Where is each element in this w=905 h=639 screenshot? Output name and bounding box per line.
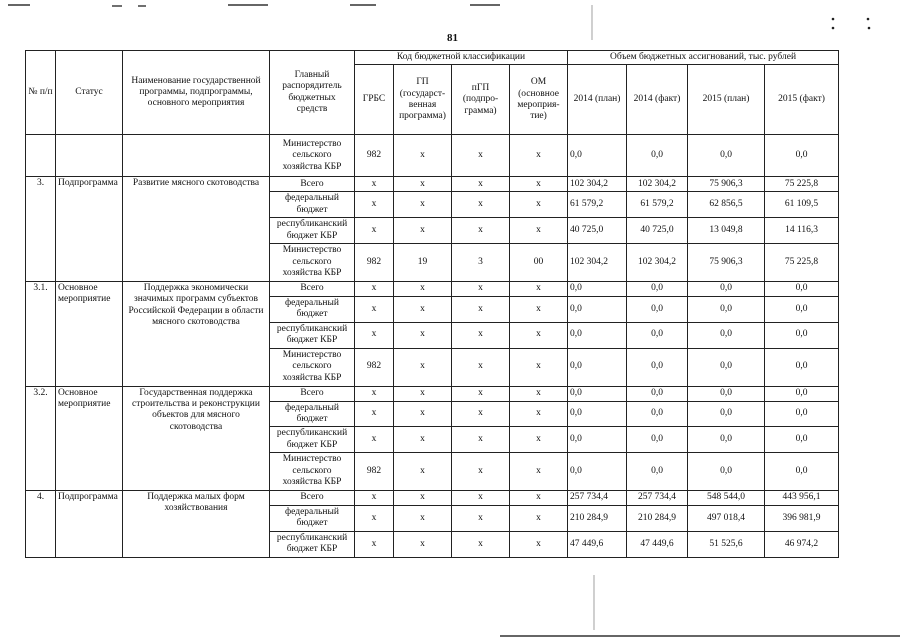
code-grbs: х — [355, 506, 394, 532]
row-distributor: федеральный бюджет — [270, 296, 355, 322]
code-gp: х — [394, 491, 452, 506]
value-2014-fact: 0,0 — [627, 427, 688, 453]
header-grbs: ГРБС — [355, 65, 394, 135]
value-2015-fact: 0,0 — [765, 296, 839, 322]
row-name: Государственная поддержка строительства и реконструкции объектов для мясного скотоводства — [123, 386, 270, 491]
value-2014-fact: 40 725,0 — [627, 218, 688, 244]
code-om: х — [510, 506, 568, 532]
budget-table — [25, 50, 839, 558]
code-pgp: х — [452, 453, 510, 491]
code-grbs: х — [355, 192, 394, 218]
code-grbs: х — [355, 296, 394, 322]
row-name: Поддержка экономически значимых программ субъектов Российской Федерации в области мясного скотоводства — [123, 281, 270, 386]
code-grbs: 982 — [355, 348, 394, 386]
header-2014-plan: 2014 (план) — [568, 65, 627, 135]
code-gp: 19 — [394, 243, 452, 281]
value-2015-fact: 396 981,9 — [765, 506, 839, 532]
header-2015-fact: 2015 (факт) — [765, 65, 839, 135]
row-name: Развитие мясного скотоводства — [123, 177, 270, 282]
value-2015-fact: 0,0 — [765, 401, 839, 427]
value-2014-fact: 0,0 — [627, 296, 688, 322]
code-grbs: х — [355, 531, 394, 557]
header-distributor: Главный распорядитель бюджетных средств — [270, 51, 355, 135]
table-row — [26, 177, 839, 192]
code-gp: х — [394, 531, 452, 557]
row-status: Подпрограмма — [56, 177, 123, 282]
code-gp: х — [394, 386, 452, 401]
code-pgp: х — [452, 322, 510, 348]
code-grbs: х — [355, 386, 394, 401]
value-2015-plan: 62 856,5 — [688, 192, 765, 218]
value-2014-plan: 61 579,2 — [568, 192, 627, 218]
value-2014-plan: 0,0 — [568, 135, 627, 177]
row-status — [56, 135, 123, 177]
value-2014-fact: 102 304,2 — [627, 177, 688, 192]
table-row — [26, 386, 839, 401]
value-2014-fact: 47 449,6 — [627, 531, 688, 557]
code-grbs: 982 — [355, 135, 394, 177]
row-number: 3.1. — [26, 281, 56, 386]
header-kbk-group: Код бюджетной классификации — [355, 51, 568, 65]
value-2014-fact: 61 579,2 — [627, 192, 688, 218]
value-2014-fact: 257 734,4 — [627, 491, 688, 506]
code-pgp: 3 — [452, 243, 510, 281]
value-2014-plan: 0,0 — [568, 322, 627, 348]
value-2014-plan: 102 304,2 — [568, 177, 627, 192]
value-2014-fact: 0,0 — [627, 322, 688, 348]
value-2015-fact: 61 109,5 — [765, 192, 839, 218]
value-2014-fact: 210 284,9 — [627, 506, 688, 532]
value-2015-plan: 0,0 — [688, 296, 765, 322]
code-gp: х — [394, 281, 452, 296]
header-pgp: пГП (подпро-грамма) — [452, 65, 510, 135]
value-2014-fact: 0,0 — [627, 348, 688, 386]
code-pgp: х — [452, 348, 510, 386]
code-pgp: х — [452, 386, 510, 401]
code-om: х — [510, 177, 568, 192]
code-grbs: 982 — [355, 453, 394, 491]
row-distributor: Министерство сельского хозяйства КБР — [270, 348, 355, 386]
header-om: ОМ (основное мероприя-тие) — [510, 65, 568, 135]
code-om: х — [510, 281, 568, 296]
code-gp: х — [394, 453, 452, 491]
value-2014-fact: 102 304,2 — [627, 243, 688, 281]
code-om: х — [510, 348, 568, 386]
table-row — [26, 281, 839, 296]
code-pgp: х — [452, 177, 510, 192]
code-om: 00 — [510, 243, 568, 281]
value-2015-fact: 0,0 — [765, 427, 839, 453]
row-distributor: Всего — [270, 386, 355, 401]
header-num: № п/п — [26, 51, 56, 135]
code-om: х — [510, 401, 568, 427]
value-2014-plan: 0,0 — [568, 296, 627, 322]
code-om: х — [510, 386, 568, 401]
code-pgp: х — [452, 491, 510, 506]
code-grbs: х — [355, 427, 394, 453]
table-row — [26, 135, 839, 177]
page-number: 81 — [447, 32, 458, 44]
value-2014-plan: 40 725,0 — [568, 218, 627, 244]
value-2014-plan: 210 284,9 — [568, 506, 627, 532]
value-2015-fact: 0,0 — [765, 322, 839, 348]
code-gp: х — [394, 348, 452, 386]
value-2014-plan: 0,0 — [568, 401, 627, 427]
code-grbs: х — [355, 218, 394, 244]
value-2015-plan: 0,0 — [688, 322, 765, 348]
value-2015-fact: 75 225,8 — [765, 177, 839, 192]
value-2014-plan: 0,0 — [568, 348, 627, 386]
row-number: 3.2. — [26, 386, 56, 491]
value-2014-plan: 102 304,2 — [568, 243, 627, 281]
row-number: 4. — [26, 491, 56, 558]
row-distributor: Министерство сельского хозяйства КБР — [270, 243, 355, 281]
value-2015-plan: 0,0 — [688, 453, 765, 491]
value-2015-plan: 0,0 — [688, 427, 765, 453]
code-gp: х — [394, 296, 452, 322]
code-gp: х — [394, 322, 452, 348]
value-2015-plan: 0,0 — [688, 135, 765, 177]
row-distributor: федеральный бюджет — [270, 192, 355, 218]
value-2015-fact: 0,0 — [765, 453, 839, 491]
header-2014-fact: 2014 (факт) — [627, 65, 688, 135]
code-om: х — [510, 135, 568, 177]
row-name: Поддержка малых форм хозяйствования — [123, 491, 270, 558]
row-number: 3. — [26, 177, 56, 282]
value-2015-plan: 0,0 — [688, 401, 765, 427]
value-2015-fact: 443 956,1 — [765, 491, 839, 506]
code-gp: х — [394, 427, 452, 453]
row-distributor: республиканский бюджет КБР — [270, 427, 355, 453]
code-grbs: х — [355, 401, 394, 427]
code-om: х — [510, 491, 568, 506]
value-2015-plan: 75 906,3 — [688, 243, 765, 281]
row-distributor: Всего — [270, 281, 355, 296]
header-allocation-group: Объем бюджетных ассигнований, тыс. рублей — [568, 51, 839, 65]
code-om: х — [510, 218, 568, 244]
value-2014-plan: 0,0 — [568, 427, 627, 453]
value-2014-plan: 47 449,6 — [568, 531, 627, 557]
value-2015-fact: 0,0 — [765, 348, 839, 386]
value-2015-plan: 548 544,0 — [688, 491, 765, 506]
row-distributor: Всего — [270, 491, 355, 506]
value-2015-fact: 14 116,3 — [765, 218, 839, 244]
row-status: Подпрограмма — [56, 491, 123, 558]
value-2014-fact: 0,0 — [627, 401, 688, 427]
value-2014-fact: 0,0 — [627, 135, 688, 177]
code-om: х — [510, 453, 568, 491]
header-name: Наименование государственной программы, подпрограммы, основного мероприятия — [123, 51, 270, 135]
row-name — [123, 135, 270, 177]
row-distributor: республиканский бюджет КБР — [270, 218, 355, 244]
row-distributor: Министерство сельского хозяйства КБР — [270, 453, 355, 491]
value-2014-plan: 257 734,4 — [568, 491, 627, 506]
code-om: х — [510, 296, 568, 322]
code-pgp: х — [452, 192, 510, 218]
row-status: Основное мероприятие — [56, 386, 123, 491]
value-2015-fact: 0,0 — [765, 386, 839, 401]
code-pgp: х — [452, 531, 510, 557]
row-distributor: Всего — [270, 177, 355, 192]
code-grbs: 982 — [355, 243, 394, 281]
value-2014-fact: 0,0 — [627, 453, 688, 491]
code-gp: х — [394, 218, 452, 244]
code-grbs: х — [355, 281, 394, 296]
value-2015-fact: 0,0 — [765, 135, 839, 177]
code-gp: х — [394, 506, 452, 532]
row-status: Основное мероприятие — [56, 281, 123, 386]
code-om: х — [510, 427, 568, 453]
code-pgp: х — [452, 427, 510, 453]
row-distributor: федеральный бюджет — [270, 506, 355, 532]
code-pgp: х — [452, 281, 510, 296]
value-2014-plan: 0,0 — [568, 453, 627, 491]
code-grbs: х — [355, 322, 394, 348]
table-row — [26, 491, 839, 506]
row-distributor: республиканский бюджет КБР — [270, 531, 355, 557]
code-pgp: х — [452, 401, 510, 427]
code-pgp: х — [452, 135, 510, 177]
row-distributor: республиканский бюджет КБР — [270, 322, 355, 348]
code-om: х — [510, 322, 568, 348]
value-2015-plan: 13 049,8 — [688, 218, 765, 244]
value-2015-plan: 0,0 — [688, 386, 765, 401]
row-distributor: Министерство сельского хозяйства КБР — [270, 135, 355, 177]
value-2014-fact: 0,0 — [627, 281, 688, 296]
code-gp: х — [394, 192, 452, 218]
value-2015-plan: 75 906,3 — [688, 177, 765, 192]
code-gp: х — [394, 401, 452, 427]
code-gp: х — [394, 135, 452, 177]
value-2015-fact: 46 974,2 — [765, 531, 839, 557]
code-om: х — [510, 192, 568, 218]
value-2014-plan: 0,0 — [568, 386, 627, 401]
value-2015-plan: 0,0 — [688, 348, 765, 386]
value-2015-plan: 51 525,6 — [688, 531, 765, 557]
header-2015-plan: 2015 (план) — [688, 65, 765, 135]
row-number — [26, 135, 56, 177]
value-2015-plan: 0,0 — [688, 281, 765, 296]
code-pgp: х — [452, 218, 510, 244]
code-pgp: х — [452, 296, 510, 322]
code-grbs: х — [355, 177, 394, 192]
value-2014-plan: 0,0 — [568, 281, 627, 296]
code-pgp: х — [452, 506, 510, 532]
code-om: х — [510, 531, 568, 557]
value-2015-fact: 0,0 — [765, 281, 839, 296]
code-gp: х — [394, 177, 452, 192]
value-2014-fact: 0,0 — [627, 386, 688, 401]
header-status: Статус — [56, 51, 123, 135]
header-gp: ГП (государст-венная программа) — [394, 65, 452, 135]
value-2015-fact: 75 225,8 — [765, 243, 839, 281]
code-grbs: х — [355, 491, 394, 506]
row-distributor: федеральный бюджет — [270, 401, 355, 427]
value-2015-plan: 497 018,4 — [688, 506, 765, 532]
